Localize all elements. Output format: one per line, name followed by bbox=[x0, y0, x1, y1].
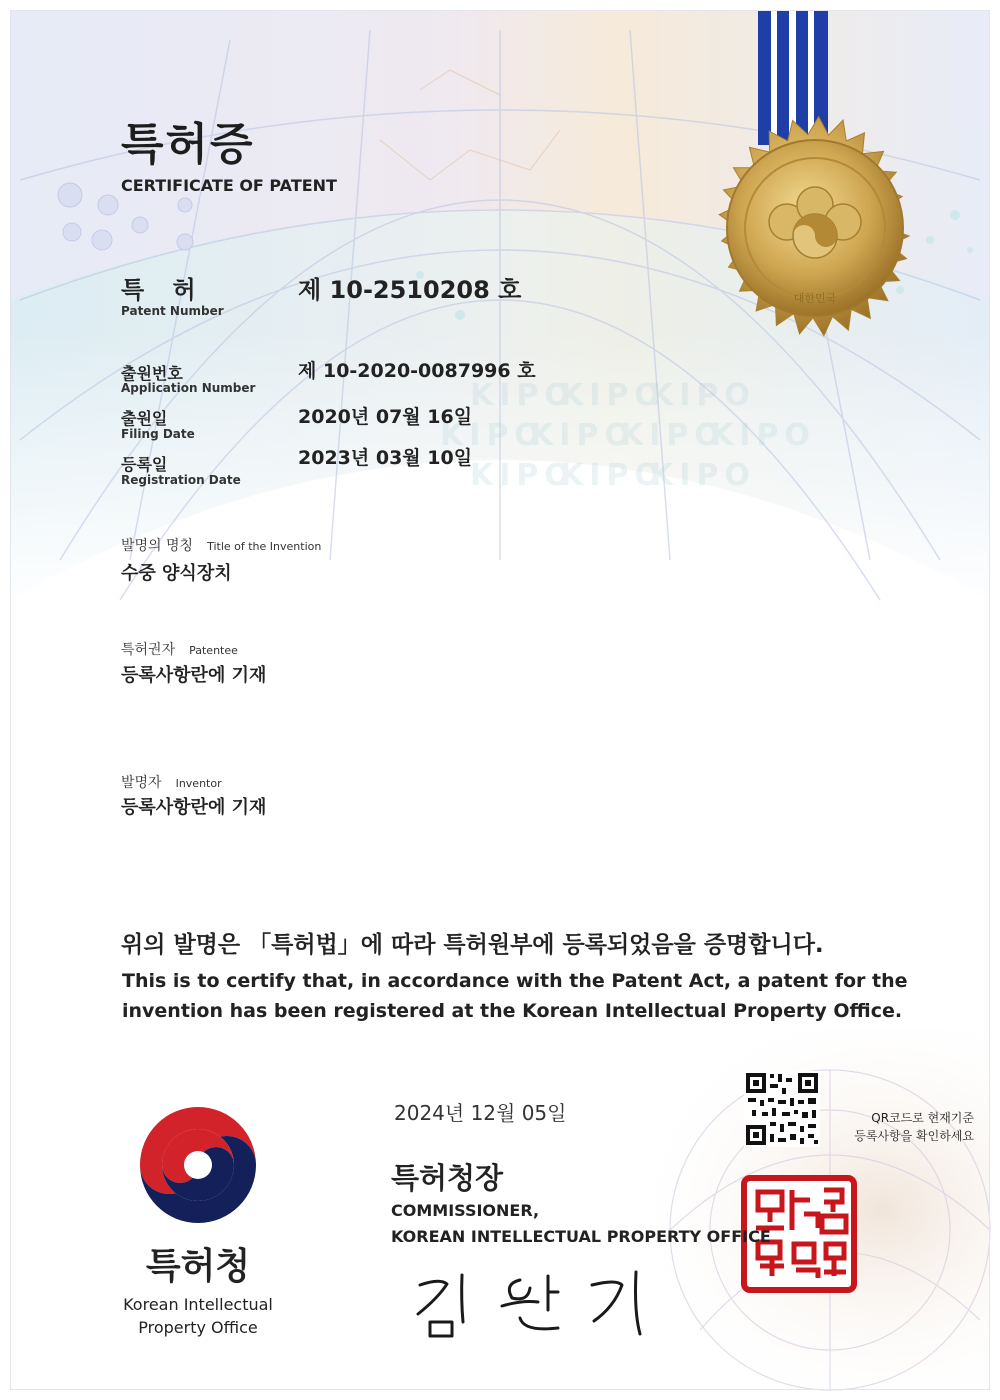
filing-date-value: 2020년 07월 16일 bbox=[298, 406, 473, 428]
qr-note bbox=[824, 1109, 974, 1145]
office-name-ko: 특허청 bbox=[145, 1246, 251, 1287]
medal-inscription: 대한민국 bbox=[793, 292, 837, 305]
qr-note-line-1: QR코드로 현재기준 bbox=[871, 1111, 974, 1125]
registration-date-value: 2023년 03월 10일 bbox=[298, 447, 473, 469]
application-number-value: 제 10-2020-0087996 호 bbox=[298, 360, 536, 382]
patentee-value: 등록사항란에 기재 bbox=[121, 665, 267, 686]
patent-number-value: 제 10-2510208 호 bbox=[298, 276, 522, 304]
patentee-label: 특허권자 bbox=[121, 642, 176, 658]
registration-date-label-en: Registration Date bbox=[121, 473, 241, 487]
watermark-row-3: KIPO bbox=[470, 458, 576, 493]
watermark-row-2c: KIPO bbox=[620, 418, 726, 453]
invention-title-label-en: Title of the Invention bbox=[207, 540, 322, 553]
certificate-title-en: CERTIFICATE OF PATENT bbox=[121, 176, 337, 195]
watermark-row-3c: KIPO bbox=[650, 458, 756, 493]
commissioner-title-en-line-2: KOREAN INTELLECTUAL PROPERTY OFFICE bbox=[391, 1227, 771, 1246]
qr-note-line-2: 등록사항을 확인하세요 bbox=[854, 1129, 974, 1143]
watermark-row-1c: KIPO bbox=[650, 378, 756, 413]
watermark-row-3b: KIPO bbox=[560, 458, 666, 493]
office-name-en bbox=[100, 1293, 296, 1339]
inventor-value: 등록사항란에 기재 bbox=[121, 797, 267, 818]
commissioner-title-en-line-1: COMMISSIONER, bbox=[391, 1201, 540, 1220]
watermark-row-2d: KIPO bbox=[710, 418, 816, 453]
filing-date-label: 출원일 bbox=[121, 409, 168, 428]
inventor-label-row bbox=[121, 772, 222, 792]
certification-text-en: This is to certify that, in accordance with the Patent Act, a patent for the invention has been registered at the Korean Intellectual Property Office. bbox=[122, 970, 908, 1022]
inventor-label: 발명자 bbox=[121, 775, 162, 791]
inventor-label-en: Inventor bbox=[175, 777, 222, 790]
watermark-row-2: KIPO bbox=[440, 418, 546, 453]
watermark-row-2b: KIPO bbox=[530, 418, 636, 453]
application-number-label: 출원번호 bbox=[121, 364, 183, 383]
patent-number-label-en: Patent Number bbox=[121, 304, 224, 318]
application-number-label-en: Application Number bbox=[121, 381, 256, 395]
issue-date: 2024년 12월 05일 bbox=[394, 1101, 567, 1125]
commissioner-title-en bbox=[391, 1198, 771, 1250]
patentee-label-en: Patentee bbox=[189, 644, 238, 657]
watermark-row-1b: KIPO bbox=[560, 378, 666, 413]
invention-title-value: 수중 양식장치 bbox=[121, 563, 232, 584]
office-name-en-line-2: Property Office bbox=[138, 1318, 258, 1337]
certification-text-ko: 위의 발명은 「특허법」에 따라 특허원부에 등록되었음을 증명합니다. bbox=[121, 932, 824, 958]
filing-date-label-en: Filing Date bbox=[121, 427, 195, 441]
commissioner-title: 특허청장 bbox=[391, 1161, 504, 1195]
certificate-title: 특허증 bbox=[121, 119, 255, 170]
patent-number-label: 특 허 bbox=[121, 276, 206, 304]
registration-date-label: 등록일 bbox=[121, 455, 168, 474]
watermark-row-1: KIPO bbox=[470, 378, 576, 413]
invention-title-label-row bbox=[121, 535, 321, 555]
office-name-en-line-1: Korean Intellectual bbox=[123, 1295, 273, 1314]
invention-title-label: 발명의 명칭 bbox=[121, 538, 194, 554]
patentee-label-row bbox=[121, 639, 238, 659]
